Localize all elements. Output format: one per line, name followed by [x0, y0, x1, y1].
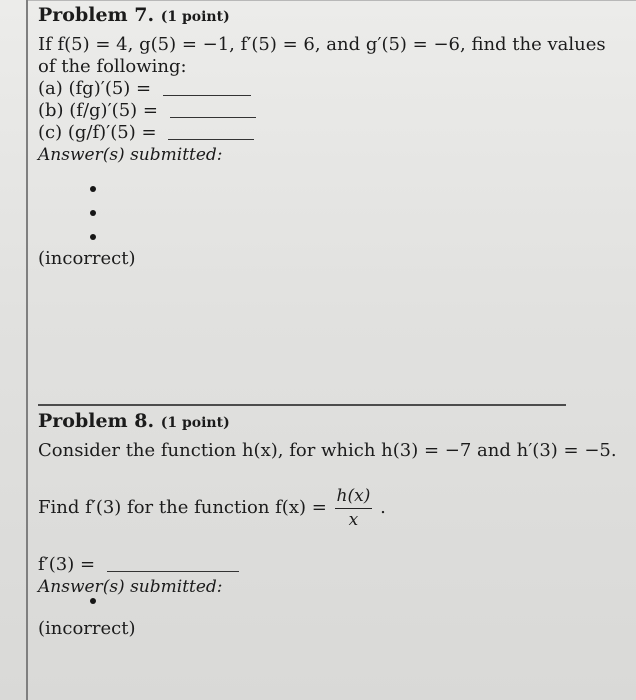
problem-7-answer-bullet-3 — [90, 234, 96, 240]
problem-7-part-c-answer-blank[interactable] — [168, 125, 254, 140]
top-edge-line — [26, 0, 636, 1]
problem-7-answer-bullet-1 — [90, 186, 96, 192]
problem-8-answer-line — [38, 554, 598, 576]
problem-8-title-text: Problem 8. — [38, 410, 155, 432]
problem-8-find-text: Find f′(3) for the function f(x) = — [38, 497, 327, 518]
problem-8-fraction-period: . — [380, 497, 386, 518]
problem-8-find-line — [38, 486, 598, 530]
problem-8-prompt: Consider the function h(x), for which h(3) = −7 and h′(3) = −5. — [38, 440, 617, 461]
problem-8-answer-bullet-1 — [90, 598, 96, 604]
problem-7-prompt-line-2: of the following: — [38, 56, 187, 77]
problem-8-answer-prompt: f′(3) = — [38, 554, 96, 575]
problem-8-status: (incorrect) — [38, 618, 136, 639]
problem-7-part-b — [38, 100, 598, 122]
problem-8-title — [38, 410, 598, 434]
bullet-dot-icon — [90, 598, 96, 604]
problem-8-points: (1 point) — [160, 415, 230, 431]
problem-7-part-a-answer-blank[interactable] — [163, 81, 251, 96]
problem-7-prompt-line-1: If f(5) = 4, g(5) = −1, f′(5) = 6, and g′(5) = −6, find the values — [38, 34, 606, 55]
problem-8-section — [38, 410, 617, 639]
problem-7-part-b-label: (b) (f/g)′(5) = — [38, 100, 158, 121]
problem-7-part-a — [38, 78, 598, 100]
problem-divider — [38, 404, 566, 406]
problem-8-fraction — [335, 486, 373, 530]
problem-7-title-text: Problem 7. — [38, 4, 155, 26]
problem-7-part-b-answer-blank[interactable] — [170, 103, 256, 118]
problem-8-answer-blank[interactable] — [107, 557, 239, 572]
problem-7-points: (1 point) — [160, 9, 230, 25]
problem-7-status: (incorrect) — [38, 248, 136, 269]
problem-8-fraction-denominator: x — [348, 510, 359, 530]
bullet-dot-icon — [90, 234, 96, 240]
bullet-dot-icon — [90, 210, 96, 216]
problem-7-answer-bullet-2 — [90, 210, 96, 216]
left-border-line — [26, 0, 28, 700]
problem-8-fraction-numerator: h(x) — [335, 486, 373, 509]
problem-8-answer-label: Answer(s) submitted: — [38, 577, 223, 597]
bullet-dot-icon — [90, 186, 96, 192]
problem-7-part-a-label: (a) (fg)′(5) = — [38, 78, 152, 99]
problem-7-answer-label: Answer(s) submitted: — [38, 145, 223, 165]
problem-7-section — [38, 4, 606, 269]
problem-7-title — [38, 4, 598, 28]
problem-7-part-c — [38, 122, 598, 144]
problem-7-part-c-label: (c) (g/f)′(5) = — [38, 122, 157, 143]
